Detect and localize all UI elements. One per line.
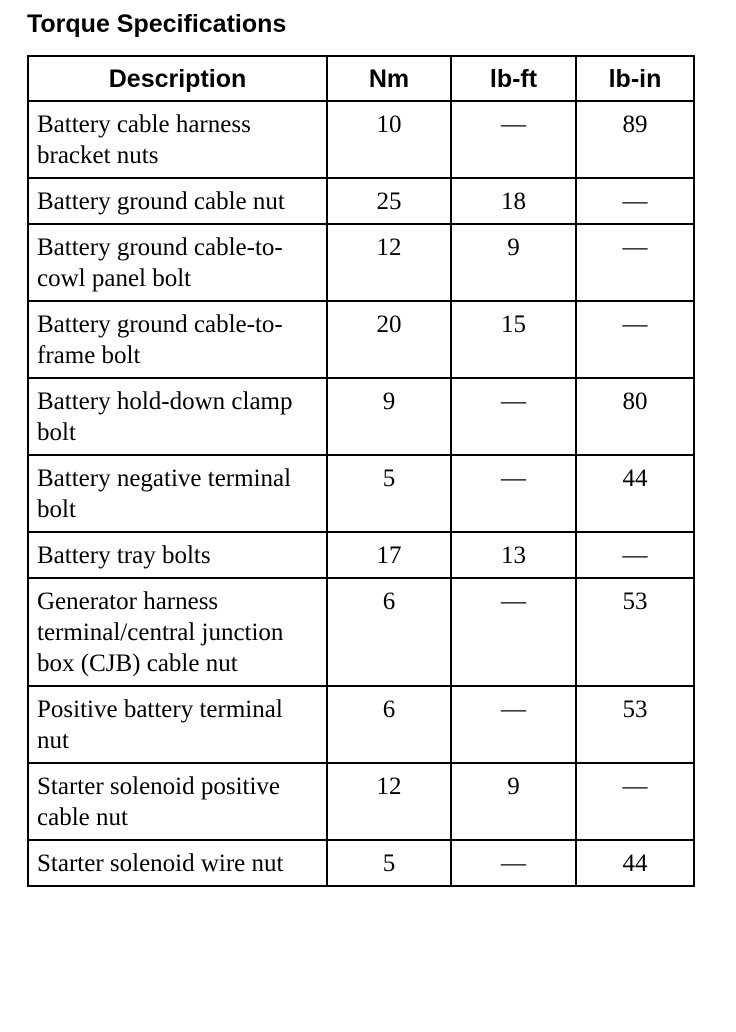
cell-nm: 12 [327, 224, 451, 301]
cell-lbft: — [451, 378, 576, 455]
table-row [28, 101, 694, 178]
table-header-row [28, 56, 694, 101]
table-row [28, 455, 694, 532]
cell-lbin: — [576, 224, 694, 301]
cell-lbin: 80 [576, 378, 694, 455]
table-row [28, 224, 694, 301]
table-row [28, 378, 694, 455]
cell-description: Battery tray bolts [28, 532, 327, 578]
cell-lbin: 53 [576, 578, 694, 686]
cell-nm: 25 [327, 178, 451, 224]
table-row [28, 578, 694, 686]
header-lbin: lb-in [576, 56, 694, 101]
cell-lbft: — [451, 101, 576, 178]
cell-description: Starter solenoid wire nut [28, 840, 327, 886]
cell-lbft: 18 [451, 178, 576, 224]
cell-lbin: — [576, 178, 694, 224]
cell-lbft: 15 [451, 301, 576, 378]
cell-lbft: — [451, 686, 576, 763]
page-title: Torque Specifications [27, 10, 287, 38]
cell-description: Battery cable harness bracket nuts [28, 101, 327, 178]
cell-description: Battery ground cable-to-cowl panel bolt [28, 224, 327, 301]
header-nm: Nm [327, 56, 451, 101]
cell-description: Battery ground cable nut [28, 178, 327, 224]
cell-lbin: 44 [576, 840, 694, 886]
cell-nm: 9 [327, 378, 451, 455]
cell-description: Battery ground cable-to-frame bolt [28, 301, 327, 378]
table-row [28, 763, 694, 840]
cell-lbin: — [576, 301, 694, 378]
cell-lbft: — [451, 455, 576, 532]
cell-nm: 5 [327, 840, 451, 886]
cell-lbft: 9 [451, 763, 576, 840]
table-row [28, 840, 694, 886]
cell-description: Battery hold-down clamp bolt [28, 378, 327, 455]
cell-nm: 20 [327, 301, 451, 378]
cell-lbin: 44 [576, 455, 694, 532]
header-description: Description [28, 56, 327, 101]
cell-nm: 6 [327, 686, 451, 763]
cell-nm: 10 [327, 101, 451, 178]
cell-lbin: 53 [576, 686, 694, 763]
cell-description: Battery negative terminal bolt [28, 455, 327, 532]
cell-lbin: — [576, 763, 694, 840]
cell-nm: 17 [327, 532, 451, 578]
table-row [28, 178, 694, 224]
cell-lbft: 13 [451, 532, 576, 578]
cell-nm: 5 [327, 455, 451, 532]
cell-lbft: 9 [451, 224, 576, 301]
cell-lbin: — [576, 532, 694, 578]
table-row [28, 686, 694, 763]
cell-description: Positive battery terminal nut [28, 686, 327, 763]
torque-spec-table [27, 55, 695, 887]
cell-lbin: 89 [576, 101, 694, 178]
cell-nm: 6 [327, 578, 451, 686]
cell-lbft: — [451, 578, 576, 686]
cell-lbft: — [451, 840, 576, 886]
cell-nm: 12 [327, 763, 451, 840]
header-lbft: lb-ft [451, 56, 576, 101]
cell-description: Starter solenoid positive cable nut [28, 763, 327, 840]
table-row [28, 532, 694, 578]
cell-description: Generator harness terminal/central junction box (CJB) cable nut [28, 578, 327, 686]
table-row [28, 301, 694, 378]
